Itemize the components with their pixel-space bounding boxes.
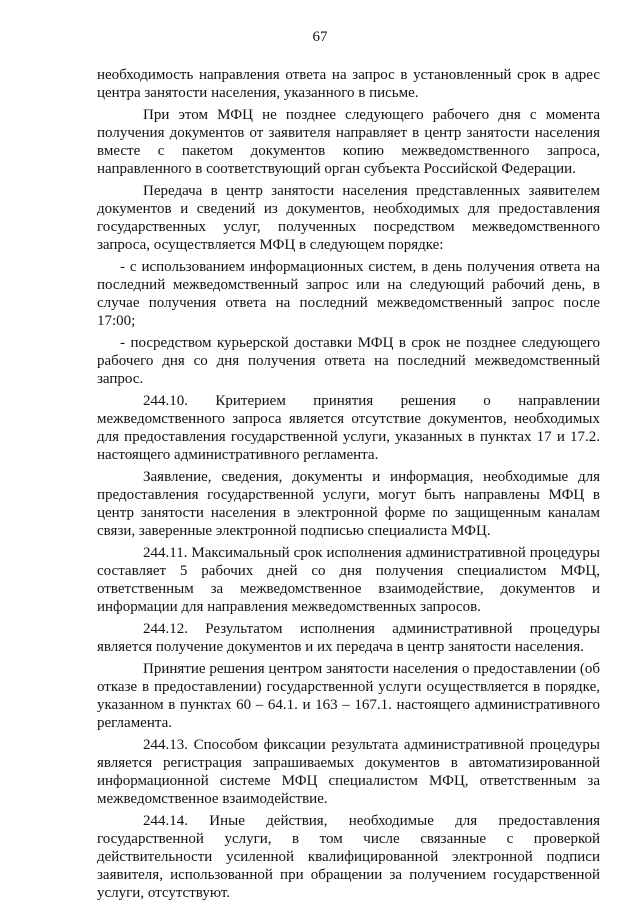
- paragraph-244-11: 244.11. Максимальный срок исполнения административной процедуры составляет 5 рабочих дней со дня получения специалистом МФЦ, ответственным за межведомственное взаимодействие, документов и информации для направления межведомственных запросов.: [97, 545, 600, 615]
- paragraph-244-10: 244.10. Критерием принятия решения о направлении межведомственного запроса является отсутствие документов, необходимых для предоставления государственной услуги, указанных в пунктах 17 и 17.2. настоящего административного регламента.: [97, 393, 600, 463]
- paragraph-244-14: 244.14. Иные действия, необходимые для предоставления государственной услуги, в том числе связанные с проверкой действительности усиленной квалифицированной электронной подписи заявителя, использованной при обращении за получением государственной услуги, отсутствуют.: [97, 813, 600, 901]
- page-number: 67: [312, 29, 328, 45]
- paragraph-electronic-submission: Заявление, сведения, документы и информация, необходимые для предоставления государственной услуги, могут быть направлены МФЦ в центр занятости населения в электронной форме по защищенным каналам связи, заверенные электронной подписью специалиста МФЦ.: [97, 469, 600, 539]
- paragraph-decision: Принятие решения центром занятости населения о предоставлении (об отказе в предоставлении) государственной услуги осуществляется в порядке, указанном в пунктах 60 – 64.1. и 163 – 167.1. настоящего административного регламента.: [97, 661, 600, 731]
- paragraph-transfer-order: Передача в центр занятости населения представленных заявителем документов и сведений из документов, необходимых для предоставления государственных услуг, полученных посредством межведомственного запроса, осуществляется МФЦ в следующем порядке:: [97, 183, 600, 253]
- document-body: [97, 66, 600, 906]
- paragraph-continuation: необходимость направления ответа на запрос в установленный срок в адрес центра занятости населения, указанного в письме.: [97, 67, 600, 101]
- list-item-courier-delivery: - посредством курьерской доставки МФЦ в срок не позднее следующего рабочего дня со дня получения ответа на последний межведомственный запрос.: [97, 335, 600, 387]
- list-item-information-systems: - с использованием информационных систем, в день получения ответа на последний межведомственный запрос или на следующий рабочий день, в случае получения ответа на последний межведомственный запрос после 17:00;: [97, 259, 600, 329]
- paragraph-244-13: 244.13. Способом фиксации результата административной процедуры является регистрация запрашиваемых документов в автоматизированной информационной системе МФЦ специалистом МФЦ, ответственным за межведомственное взаимодействие.: [97, 737, 600, 807]
- paragraph-mfc-forwarding: При этом МФЦ не позднее следующего рабочего дня с момента получения документов от заявителя направляет в центр занятости населения вместе с пакетом документов копию межведомственного запроса, направленного в соответствующий орган субъекта Российской Федерации.: [97, 107, 600, 177]
- paragraph-244-12: 244.12. Результатом исполнения административной процедуры является получение документов и их передача в центр занятости населения.: [97, 621, 600, 655]
